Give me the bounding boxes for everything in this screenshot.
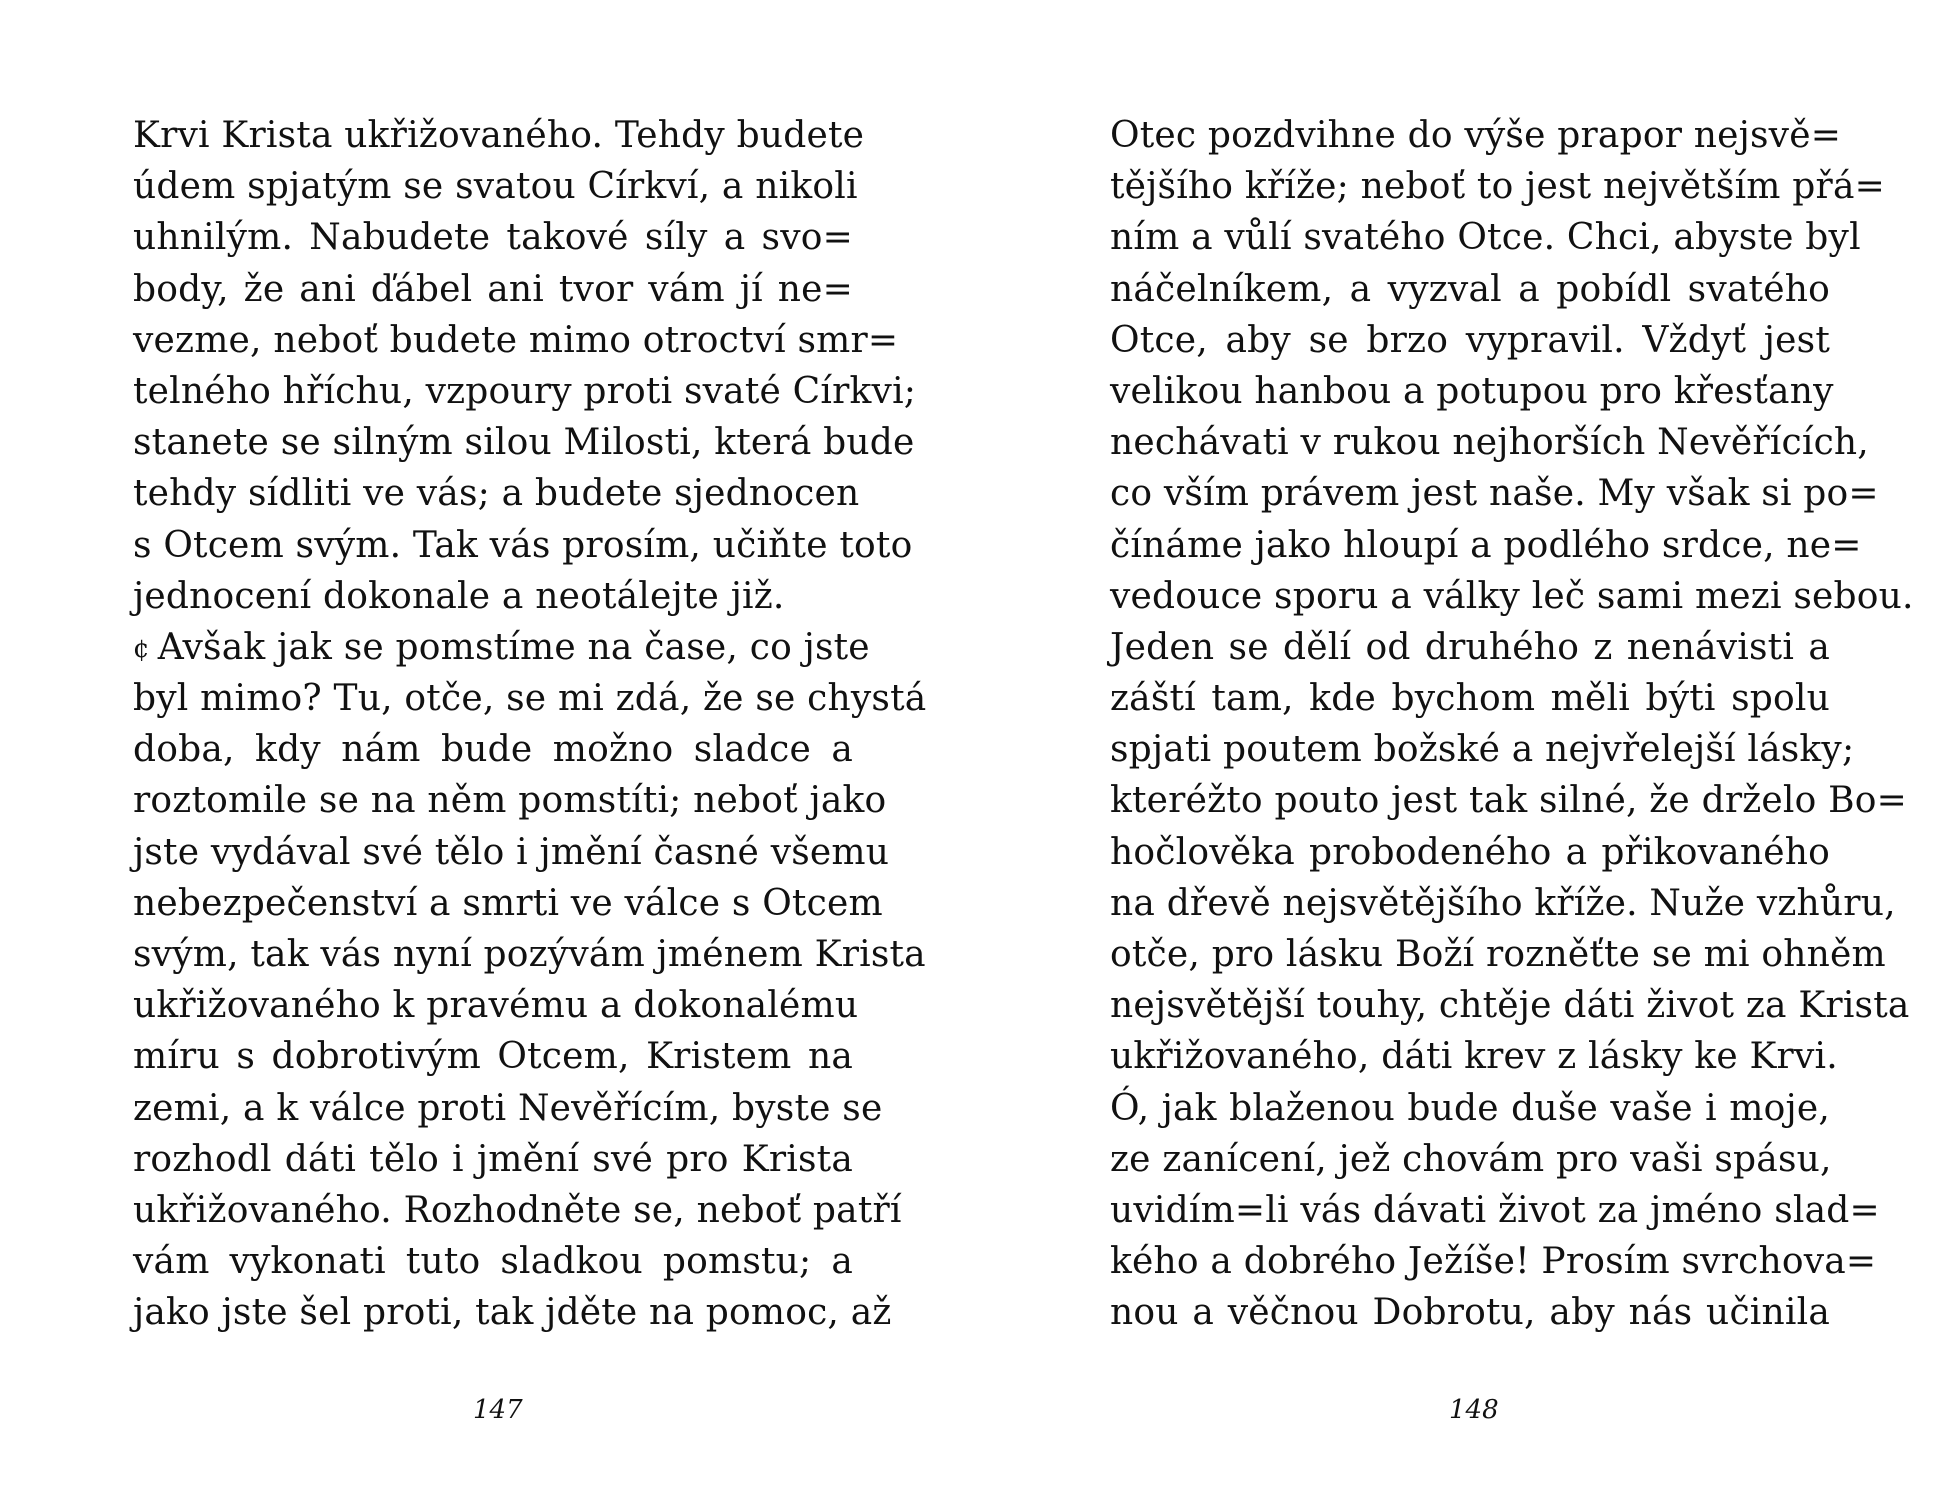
text-line: velikou hanbou a potupou pro křesťany	[1110, 370, 1834, 412]
text-line: hočlověka probodeného a přikovaného	[1110, 831, 1830, 873]
paragraph-start-line	[133, 622, 870, 673]
text-line: Krvi Krista ukřižovaného. Tehdy budete	[133, 115, 865, 156]
left-page-text	[133, 110, 927, 1339]
text-line: rozhodl dáti tělo i jmění své pro Krista	[133, 1138, 853, 1180]
text-line: byl mimo? Tu, otče, se mi zdá, že se chystá	[133, 678, 927, 720]
text-line: nejsvětější touhy, chtěje dáti život za Krista	[1110, 985, 1910, 1027]
text-line: kteréžto pouto jest tak silné, že drželo Bo=	[1110, 780, 1908, 822]
text-line: ním a vůlí svatého Otce. Chci, abyste byl	[1110, 217, 1861, 259]
text-line: co vším právem jest naše. My však si po=	[1110, 473, 1879, 515]
text-line: na dřevě nejsvětějšího kříže. Nuže vzhůru,	[1110, 882, 1896, 924]
text-line: jako jste šel proti, tak jděte na pomoc, až	[133, 1292, 892, 1334]
text-line: body, že ani ďábel ani tvor vám jí ne=	[133, 268, 853, 310]
text-line: míru s dobrotivým Otcem, Kristem na	[133, 1036, 853, 1078]
text-line: stanete se silným silou Milosti, která bude	[133, 422, 915, 464]
text-line: tějšího kříže; neboť to jest největším přá=	[1110, 166, 1885, 208]
text-line: vám vykonati tuto sladkou pomstu; a	[133, 1241, 853, 1283]
text-line: otče, pro lásku Boží rozněťte se mi ohněm	[1110, 934, 1886, 975]
text-line: s Otcem svým. Tak vás prosím, učiňte toto	[133, 524, 913, 566]
page-number: 148	[1449, 1395, 1499, 1425]
text-line: uhnilým. Nabudete takové síly a svo=	[133, 217, 853, 259]
text-line: svým, tak vás nyní pozývám jménem Krista	[133, 934, 926, 975]
text-line: Jeden se dělí od druhého z nenávisti a	[1110, 626, 1830, 668]
text-line: nou a věčnou Dobrotu, aby nás učinila	[1110, 1292, 1830, 1334]
right-page-text	[1110, 110, 1914, 1339]
text-line: roztomile se na něm pomstíti; neboť jako	[133, 780, 887, 822]
text-line: nebezpečenství a smrti ve válce s Otcem	[133, 882, 883, 924]
text-line: náčelníkem, a vyzval a pobídl svatého	[1110, 268, 1830, 310]
text-line: Ó, jak blaženou bude duše vaše i moje,	[1110, 1087, 1830, 1129]
text-line: jste vydával své tělo i jmění časné všemu	[133, 831, 890, 873]
paragraph-mark-icon: ¢	[133, 633, 150, 664]
text-line: Avšak jak se pomstíme na čase, co jste	[157, 626, 870, 668]
text-line: spjati poutem božské a nejvřelejší lásky;	[1110, 729, 1855, 771]
page-number: 147	[473, 1395, 523, 1425]
text-line: ze zanícení, jež chovám pro vaši spásu,	[1110, 1138, 1832, 1180]
text-line: vedouce sporu a války leč sami mezi sebou.	[1110, 575, 1914, 617]
text-line: Otec pozdvihne do výše prapor nejsvě=	[1110, 115, 1842, 156]
text-line: zemi, a k válce proti Nevěřícím, byste se	[133, 1087, 883, 1129]
text-line: uvidím=li vás dávati život za jméno slad=	[1110, 1189, 1880, 1231]
text-line: ukřižovaného, dáti krev z lásky ke Krvi.	[1110, 1036, 1838, 1078]
text-line: ukřižovaného. Rozhodněte se, neboť patří	[133, 1189, 902, 1231]
text-line: doba, kdy nám bude možno sladce a	[133, 729, 853, 771]
text-line: údem spjatým se svatou Církví, a nikoli	[133, 166, 858, 208]
text-line: jednocení dokonale a neotálejte již.	[133, 575, 785, 617]
right-page	[975, 0, 1950, 1500]
text-line: záští tam, kde bychom měli býti spolu	[1110, 678, 1830, 720]
text-line: Otce, aby se brzo vypravil. Vždyť jest	[1110, 319, 1830, 361]
text-line: kého a dobrého Ježíše! Prosím svrchova=	[1110, 1241, 1877, 1283]
text-line: čínáme jako hloupí a podlého srdce, ne=	[1110, 524, 1862, 566]
text-line: telného hříchu, vzpoury proti svaté Církvi;	[133, 370, 917, 412]
text-line: ukřižovaného k pravému a dokonalému	[133, 985, 859, 1027]
text-line: nechávati v rukou nejhorších Nevěřících,	[1110, 422, 1869, 464]
text-line: tehdy sídliti ve vás; a budete sjednocen	[133, 473, 860, 515]
text-line: vezme, neboť budete mimo otroctví smr=	[133, 319, 899, 361]
